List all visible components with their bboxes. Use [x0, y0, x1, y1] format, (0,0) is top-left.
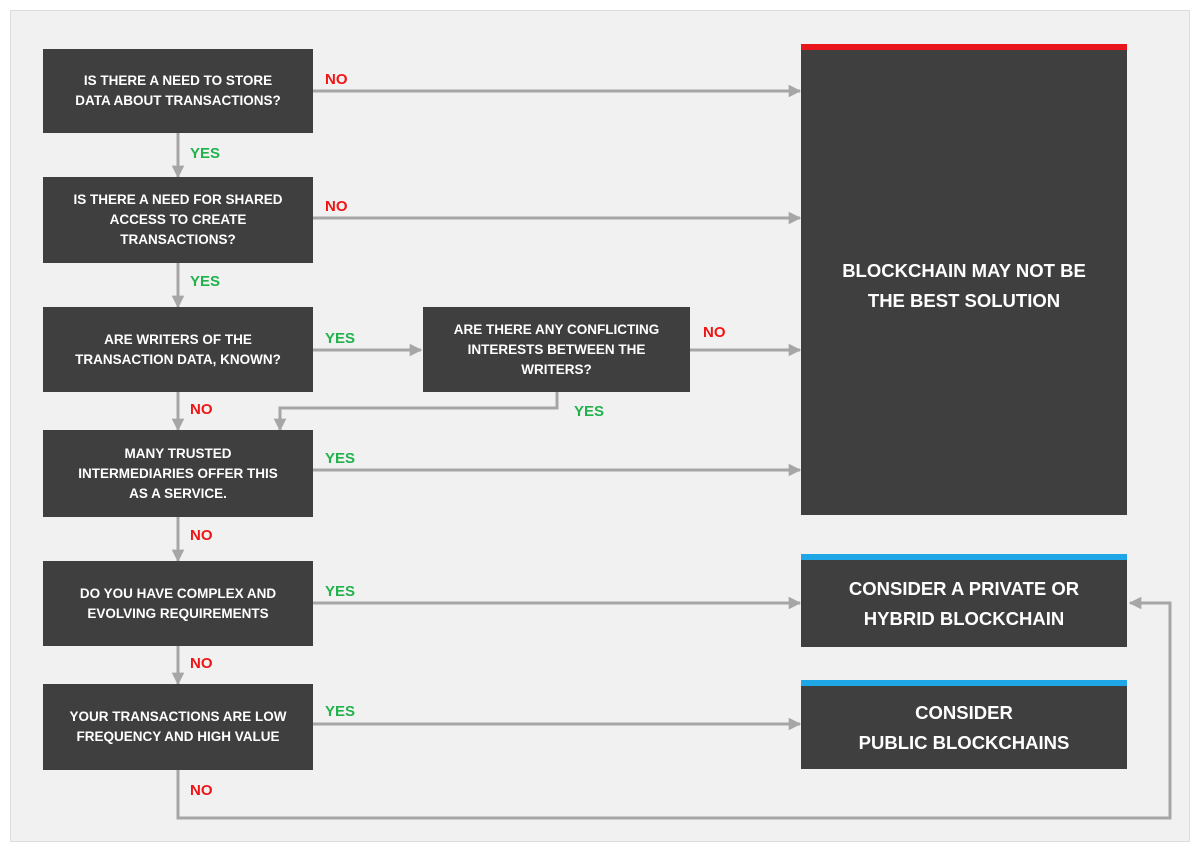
q1-no-label: NO [325, 71, 348, 88]
q3-yes-label: YES [325, 330, 356, 347]
outcome-not-blockchain-text: BLOCKCHAIN MAY NOT BE THE BEST SOLUTION [842, 260, 1086, 311]
q6-yes-label: YES [325, 703, 356, 720]
q3b-yes-connector [280, 392, 557, 430]
question-complex-requirements: DO YOU HAVE COMPLEX AND EVOLVING REQUIREMENTS [43, 561, 313, 646]
outcome-public: CONSIDER PUBLIC BLOCKCHAINS [801, 686, 1127, 769]
question-shared-access: IS THERE A NEED FOR SHARED ACCESS TO CREATE TRANSACTIONS? [43, 177, 313, 263]
q1-yes-label: YES [190, 145, 221, 162]
q4-no-label: NO [190, 527, 213, 544]
q5-yes-label: YES [325, 583, 356, 600]
q3-no-label: NO [190, 401, 213, 418]
q4-yes-label: YES [325, 450, 356, 467]
question-writers-known: ARE WRITERS OF THE TRANSACTION DATA, KNOWN? [43, 307, 313, 392]
question-low-frequency-high-value: YOUR TRANSACTIONS ARE LOW FREQUENCY AND HIGH VALUE [43, 684, 313, 770]
q5-no-label: NO [190, 655, 213, 672]
q3b-yes-label: YES [574, 403, 605, 420]
q2-no-label: NO [325, 198, 348, 215]
q2-yes-label: YES [190, 273, 221, 290]
question-store-data: IS THERE A NEED TO STORE DATA ABOUT TRANSACTIONS? [43, 49, 313, 133]
question-trusted-intermediaries: MANY TRUSTED INTERMEDIARIES OFFER THIS AS A SERVICE. [43, 430, 313, 517]
outcome-private-hybrid: CONSIDER A PRIVATE OR HYBRID BLOCKCHAIN [801, 560, 1127, 647]
outcome-not-blockchain [801, 50, 1127, 515]
question-conflicting-interests: ARE THERE ANY CONFLICTING INTERESTS BETWEEN THE WRITERS? [423, 307, 690, 392]
q3b-no-label: NO [703, 324, 726, 341]
q6-no-label: NO [190, 782, 213, 799]
